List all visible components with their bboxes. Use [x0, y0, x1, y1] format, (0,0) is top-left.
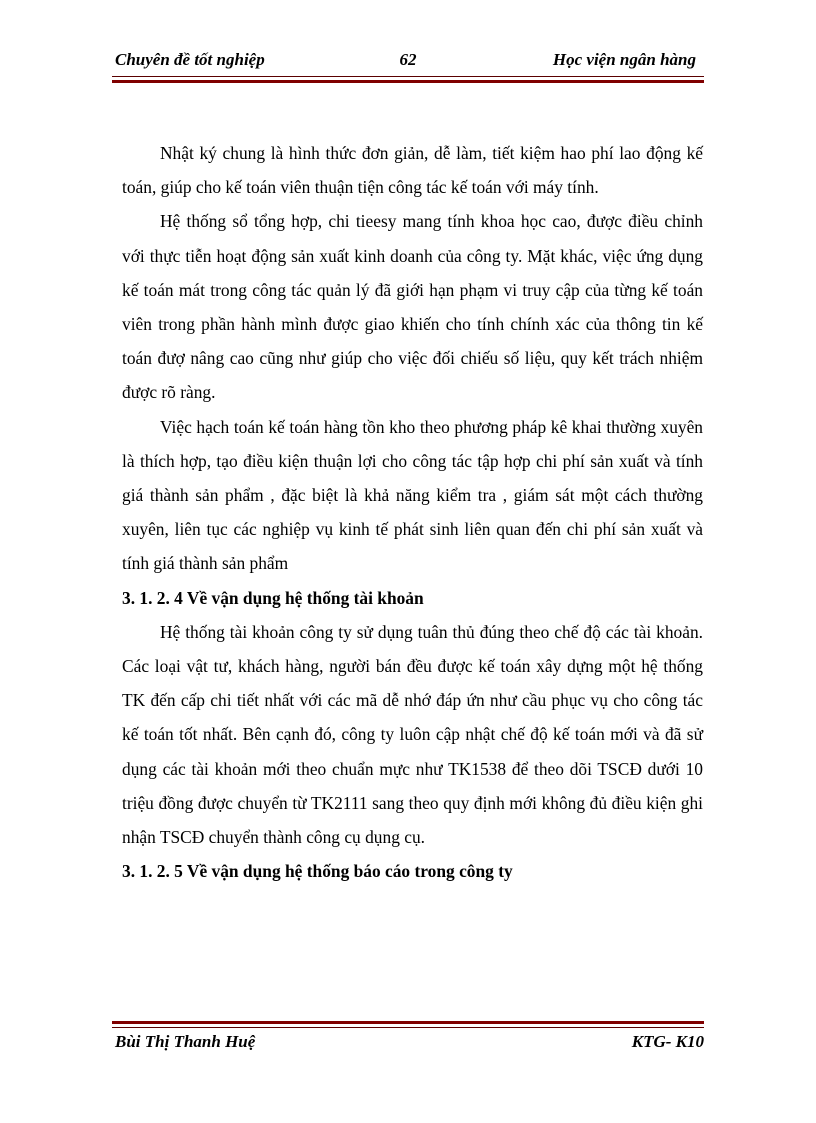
document-body	[122, 136, 703, 888]
paragraph-inventory-accounting: Việc hạch toán kế toán hàng tồn kho theo phương pháp kê khai thường xuyên là thích hợp, tạo điều kiện thuận lợi cho công tác tập hợp chi phí sản xuất và tính giá thành sản phẩm , đặc biệt là khả năng kiểm tra , giám sát một cách thường xuyên, liên tục các nghiệp vụ kinh tế phát sinh liên quan đến chi phí sản xuất và tính giá thành sản phẩm	[122, 416, 703, 574]
paragraph-general-journal: Nhật ký chung là hình thức đơn giản, dễ làm, tiết kiệm hao phí lao động kế toán, giúp cho kế toán viên thuận tiện công tác kế toán với máy tính.	[122, 143, 703, 198]
header-institution: Học viện ngân hàng	[552, 50, 696, 69]
header-title: Chuyên đề tốt nghiệp	[115, 50, 265, 69]
footer-rule	[112, 1021, 704, 1028]
header-rule	[112, 76, 704, 83]
footer-author: Bùi Thị Thanh Huệ	[115, 1032, 256, 1051]
page-number: 62	[399, 50, 417, 69]
page-header	[112, 50, 704, 76]
paragraph-ledger-system: Hệ thống sổ tổng hợp, chi tieesy mang tính khoa học cao, được điều chỉnh với thực tiễn hoạt động sản xuất kinh doanh của công ty. Mặt khác, việc ứng dụng kế toán mát trong công tác quản lý đã giới hạn phạm vi truy cập của từng kế toán viên trong phần hành mình được giao khiến cho tính chính xác của thông tin kế toán đượ nâng cao cũng như giúp cho việc đối chiếu số liệu, quy kết trách nhiệm được rõ ràng.	[122, 211, 703, 403]
section-heading-accounts: 3. 1. 2. 4 Về vận dụng hệ thống tài khoản	[122, 587, 424, 608]
paragraph-account-system: Hệ thống tài khoản công ty sử dụng tuân thủ đúng theo chế độ các tài khoản. Các loại vật tư, khách hàng, người bán đều được kế toán xây dựng một hệ thống TK đến cấp chi tiết nhất với các mã dễ nhớ đáp ứn như cầu phục vụ cho công tác kế toán tốt nhất. Bên cạnh đó, công ty luôn cập nhật chế độ kế toán mới và đã sử dụng các tài khoản mới theo chuẩn mực như TK1538 để theo dõi TSCĐ dưới 10 triệu đồng được chuyển từ TK2111 sang theo quy định mới không đủ điều kiện ghi nhận TSCĐ chuyển thành công cụ dụng cụ.	[122, 621, 703, 848]
section-heading-reports: 3. 1. 2. 5 Về vận dụng hệ thống báo cáo trong công ty	[122, 861, 513, 882]
footer-class: KTG- K10	[631, 1032, 704, 1051]
page-footer	[112, 1032, 704, 1056]
